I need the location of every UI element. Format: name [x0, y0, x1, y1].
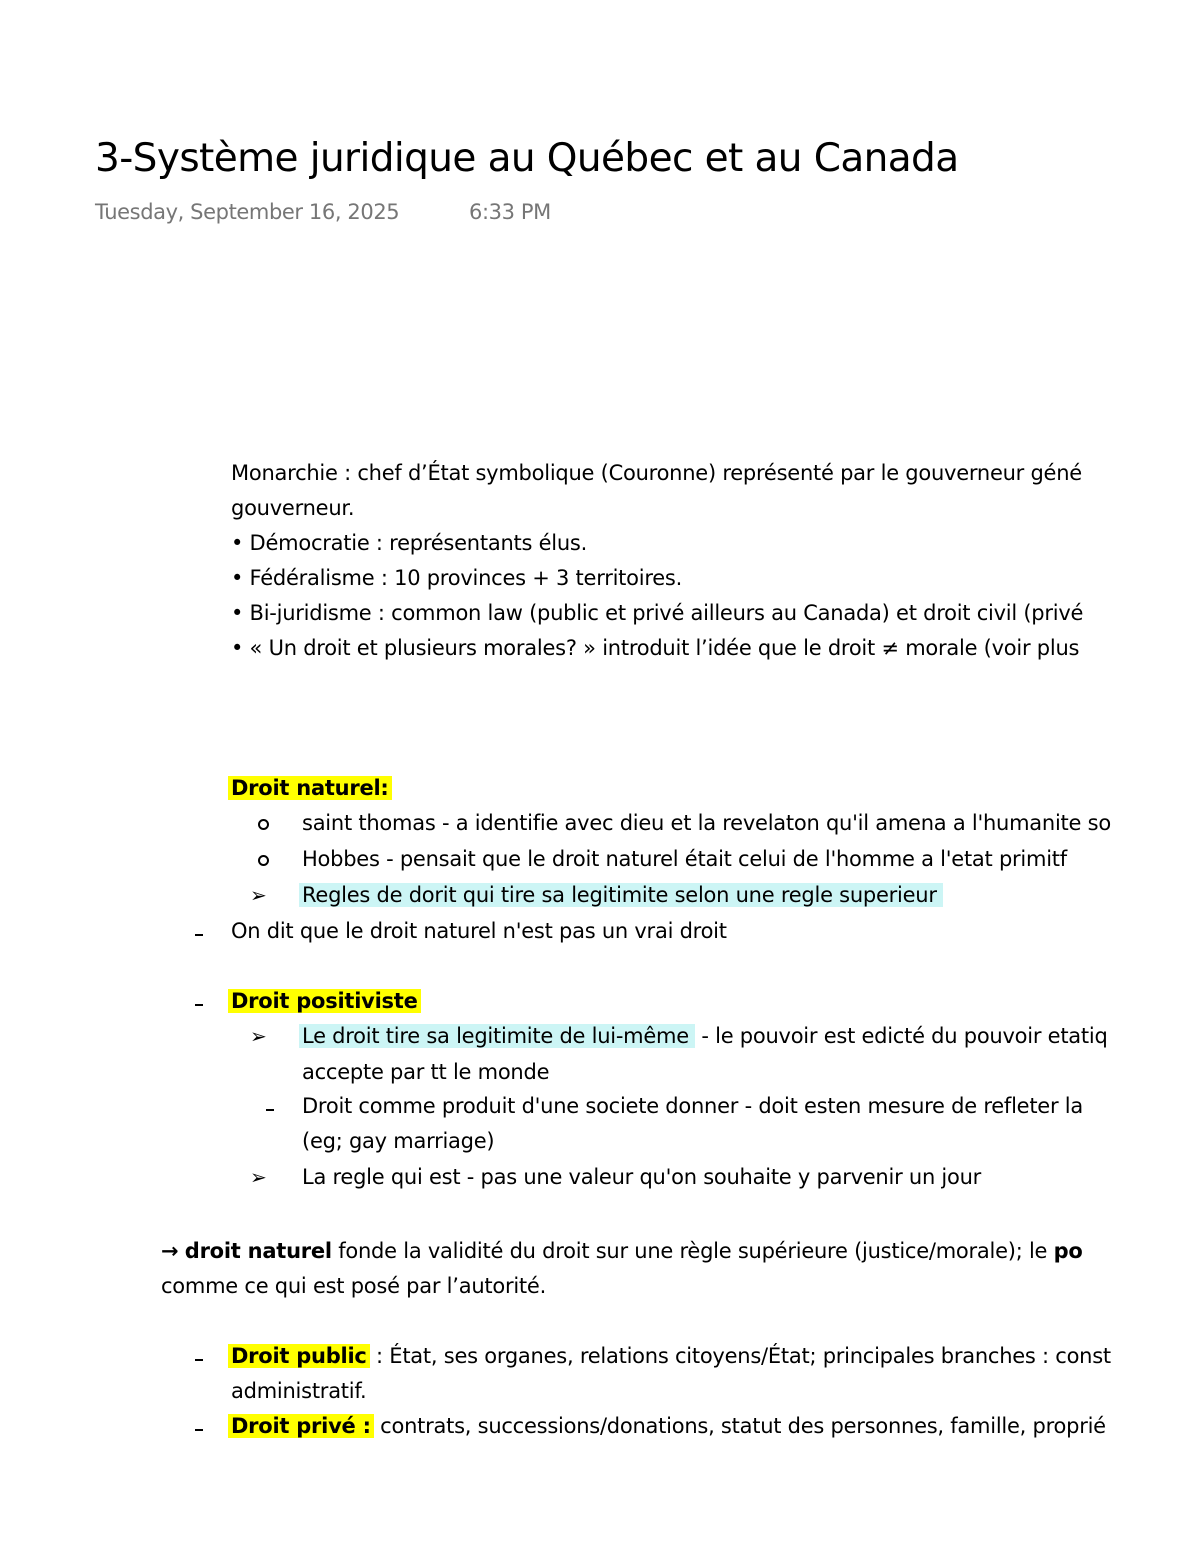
arrow-bullet-icon: ➢	[250, 883, 267, 907]
dash-bullet-icon	[266, 1109, 274, 1111]
naturel-highlight	[302, 881, 943, 909]
positiviste-item-1	[302, 1022, 1108, 1050]
droit-public-cont: administratif.	[231, 1379, 367, 1403]
positiviste-highlight: Le droit tire sa legitimite de lui-même	[299, 1024, 695, 1048]
summary-bold-2: po	[1053, 1239, 1083, 1263]
positiviste-item-1-cont: accepte par tt le monde	[302, 1060, 550, 1084]
summary-arrow-icon: →	[161, 1239, 179, 1263]
droit-naturel-label: Droit naturel:	[228, 776, 392, 800]
summary-text-1: fonde la validité du droit sur une règle supérieure (justice/morale); le	[331, 1239, 1054, 1263]
intro-line-2: gouverneur.	[231, 496, 355, 520]
droit-prive-line	[231, 1412, 1106, 1440]
dash-bullet-icon	[195, 1004, 203, 1006]
dash-bullet-icon	[195, 1359, 203, 1361]
circle-bullet-icon	[258, 819, 269, 830]
droit-prive-text: contrats, successions/donations, statut des personnes, famille, proprié	[373, 1414, 1106, 1438]
intro-line-1: Monarchie : chef d’État symbolique (Couronne) représenté par le gouverneur géné	[231, 461, 1082, 485]
positiviste-highlight-rest: - le pouvoir est edicté du pouvoir etatiq	[694, 1024, 1108, 1048]
summary-bold-1: droit naturel	[184, 1239, 332, 1263]
dash-bullet-icon	[195, 934, 203, 936]
droit-prive-label: Droit privé :	[228, 1414, 374, 1438]
intro-bullet-2: • Fédéralisme : 10 provinces + 3 territoires.	[231, 566, 683, 590]
page-title: 3-Système juridique au Québec et au Canada	[95, 136, 959, 181]
droit-public-text: : État, ses organes, relations citoyens/État; principales branches : const	[369, 1344, 1111, 1368]
naturel-item-2-text: - pensait que le droit naturel était celui de l'homme a l'etat primitf	[379, 847, 1067, 871]
naturel-highlight-text: Regles de dorit qui tire sa legitimite selon une regle superieur	[299, 883, 943, 907]
arrow-bullet-icon: ➢	[250, 1024, 267, 1048]
dash-bullet-icon	[195, 1429, 203, 1431]
summary-line-2: comme ce qui est posé par l’autorité.	[161, 1274, 547, 1298]
intro-bullet-3: • Bi-juridisme : common law (public et privé ailleurs au Canada) et droit civil (privé	[231, 601, 1084, 625]
droit-positiviste-label: Droit positiviste	[228, 989, 421, 1013]
naturel-item-2	[302, 845, 1067, 873]
page-time: 6:33 PM	[469, 200, 551, 224]
naturel-item-1-text: - a identifie avec dieu et la revelaton qu'il amena a l'humanite so	[435, 811, 1111, 835]
naturel-dash-line: On dit que le droit naturel n'est pas un vrai droit	[231, 919, 727, 943]
droit-naturel-heading	[231, 774, 392, 802]
positiviste-item-2-cont: (eg; gay marriage)	[302, 1129, 495, 1153]
droit-positiviste-heading	[231, 987, 421, 1015]
naturel-item-2-name: Hobbes	[302, 847, 380, 871]
intro-bullet-1: • Démocratie : représentants élus.	[231, 531, 588, 555]
arrow-bullet-icon: ➢	[250, 1165, 267, 1189]
droit-public-label: Droit public	[228, 1344, 370, 1368]
summary-line-1	[161, 1237, 1083, 1265]
circle-bullet-icon	[258, 855, 269, 866]
positiviste-item-2: Droit comme produit d'une societe donner - doit esten mesure de refleter la	[302, 1094, 1083, 1118]
droit-public-line	[231, 1342, 1111, 1370]
page-date: Tuesday, September 16, 2025	[95, 200, 400, 224]
intro-bullet-4: • « Un droit et plusieurs morales? » introduit l’idée que le droit ≠ morale (voir plus	[231, 636, 1080, 660]
naturel-item-1-name: saint thomas	[302, 811, 436, 835]
positiviste-item-3: La regle qui est - pas une valeur qu'on souhaite y parvenir un jour	[302, 1165, 982, 1189]
naturel-item-1	[302, 809, 1111, 837]
